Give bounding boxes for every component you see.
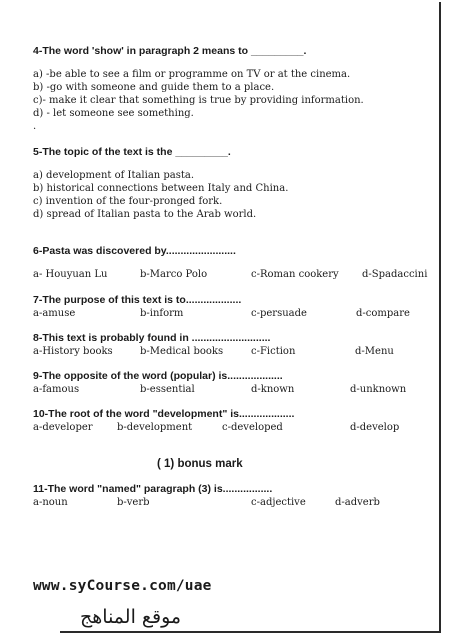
q10-option-c: c-developed <box>222 422 283 433</box>
q7-option-b: b-inform <box>140 308 184 319</box>
question-6: 6-Pasta was discovered by........................ <box>33 245 236 257</box>
q8-option-a: a-History books <box>33 346 113 357</box>
question-10: 10-The root of the word "development" is................... <box>33 408 295 420</box>
question-4: 4-The word 'show' in paragraph 2 means to _________. <box>33 45 307 57</box>
q5-option-b: b) historical connections between Italy and China. <box>33 183 289 194</box>
q8-option-c: c-Fiction <box>251 346 296 357</box>
page-border-right <box>439 2 441 633</box>
q6-option-a: a- Houyuan Lu <box>33 269 108 280</box>
question-7: 7-The purpose of this text is to................... <box>33 294 242 306</box>
question-9: 9-The opposite of the word (popular) is................... <box>33 370 283 382</box>
stray-dot: . <box>33 121 37 132</box>
q10-option-b: b-development <box>117 422 193 433</box>
q6-option-d: d-Spadaccini <box>362 269 428 280</box>
q9-option-a: a-famous <box>33 384 80 395</box>
q8-option-d: d-Menu <box>355 346 394 357</box>
footer-website-url: www.syCourse.com/uae <box>33 578 212 594</box>
question-8: 8-This text is probably found in ........................... <box>33 332 271 344</box>
question-11: 11-The word "named" paragraph (3) is................. <box>33 483 273 495</box>
q8-option-b: b-Medical books <box>140 346 224 357</box>
q10-option-a: a-developer <box>33 422 93 433</box>
footer-arabic-site-name: موقع المناهج <box>80 606 182 628</box>
q4-option-b: b) -go with someone and guide them to a place. <box>33 82 275 93</box>
q11-option-c: c-adjective <box>251 497 306 508</box>
q9-option-d: d-unknown <box>350 384 407 395</box>
q4-option-d: d) - let someone see something. <box>33 108 194 119</box>
q4-option-c: c)- make it clear that something is true by providing information. <box>33 95 364 106</box>
bonus-mark-heading: ( 1) bonus mark <box>157 458 243 470</box>
q11-option-b: b-verb <box>117 497 150 508</box>
q4-option-a: a) -be able to see a film or programme on TV or at the cinema. <box>33 69 351 80</box>
q10-option-d: d-develop <box>350 422 400 433</box>
q11-option-a: a-noun <box>33 497 68 508</box>
q11-option-d: d-adverb <box>335 497 380 508</box>
q7-option-a: a-amuse <box>33 308 76 319</box>
q7-option-d: d-compare <box>356 308 410 319</box>
q9-option-b: b-essential <box>140 384 195 395</box>
q5-option-d: d) spread of Italian pasta to the Arab world. <box>33 209 257 220</box>
question-5: 5-The topic of the text is the _________. <box>33 146 231 158</box>
q6-option-b: b-Marco Polo <box>140 269 208 280</box>
page-border-bottom <box>60 631 441 633</box>
q6-option-c: c-Roman cookery <box>251 269 339 280</box>
q5-option-a: a) development of Italian pasta. <box>33 170 195 181</box>
q9-option-c: d-known <box>251 384 295 395</box>
q7-option-c: c-persuade <box>251 308 307 319</box>
q5-option-c: c) invention of the four-pronged fork. <box>33 196 223 207</box>
